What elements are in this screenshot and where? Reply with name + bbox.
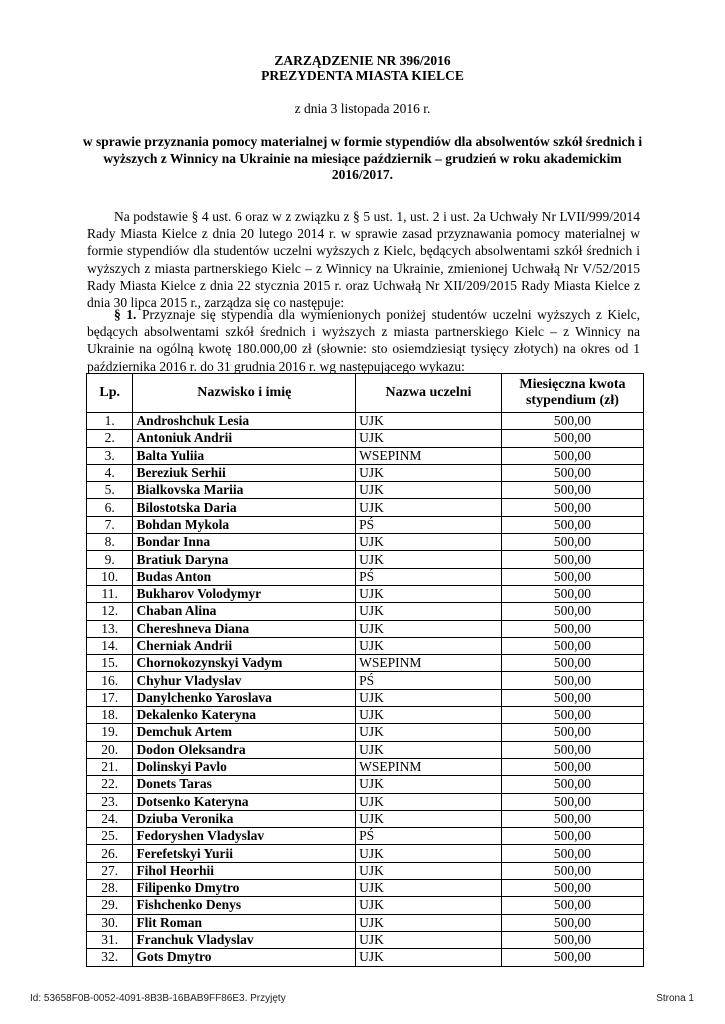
university-name: UJK (356, 603, 502, 620)
stipend-amount: 500,00 (501, 620, 643, 637)
row-number: 16. (87, 672, 133, 689)
stipend-amount: 500,00 (501, 845, 643, 862)
row-number: 26. (87, 845, 133, 862)
table-row (87, 447, 644, 464)
row-number: 23. (87, 793, 133, 810)
row-number: 11. (87, 585, 133, 602)
table-row (87, 758, 644, 775)
row-number: 17. (87, 689, 133, 706)
row-number: 8. (87, 534, 133, 551)
row-number: 13. (87, 620, 133, 637)
footer-document-id: Id: 53658F0B-0052-4091-8B3B-16BAB9FF86E3. Przyjęty (30, 993, 286, 1004)
stipend-amount: 500,00 (501, 897, 643, 914)
student-name: Demchuk Artem (133, 724, 356, 741)
table-row (87, 672, 644, 689)
university-name: UJK (356, 949, 502, 966)
table-row (87, 880, 644, 897)
stipend-amount: 500,00 (501, 931, 643, 948)
student-name: Gots Dmytro (133, 949, 356, 966)
table-row (87, 707, 644, 724)
stipend-amount: 500,00 (501, 482, 643, 499)
stipend-amount: 500,00 (501, 724, 643, 741)
section-1 (87, 306, 640, 375)
university-name: UJK (356, 689, 502, 706)
table-row (87, 810, 644, 827)
student-name: Balta Yuliia (133, 447, 356, 464)
table-row (87, 637, 644, 654)
document-date: z dnia 3 listopada 2016 r. (294, 101, 431, 116)
stipend-amount: 500,00 (501, 551, 643, 568)
stipend-amount: 500,00 (501, 447, 643, 464)
stipend-amount: 500,00 (501, 603, 643, 620)
university-name: UJK (356, 482, 502, 499)
student-name: Cherniak Andrii (133, 637, 356, 654)
student-name: Flit Roman (133, 914, 356, 931)
row-number: 3. (87, 447, 133, 464)
table-row (87, 845, 644, 862)
student-name: Bilostotska Daria (133, 499, 356, 516)
table-row (87, 914, 644, 931)
stipend-amount: 500,00 (501, 862, 643, 879)
student-name: Bratiuk Daryna (133, 551, 356, 568)
row-number: 12. (87, 603, 133, 620)
stipend-amount: 500,00 (501, 758, 643, 775)
header-amount: Miesięczna kwota stypendium (zł) (501, 374, 643, 413)
table-header-row (87, 374, 644, 413)
student-name: Chaban Alina (133, 603, 356, 620)
student-name: Bereziuk Serhii (133, 464, 356, 481)
university-name: WSEPINM (356, 758, 502, 775)
university-name: UJK (356, 499, 502, 516)
row-number: 14. (87, 637, 133, 654)
university-name: UJK (356, 810, 502, 827)
preamble-text: Na podstawie § 4 ust. 6 oraz w z związku z § 5 ust. 1, ust. 2 i ust. 2a Uchwały Nr LVII/999/2014 Rady Miasta Kielce z dnia 20 lutego 2014 r. w sprawie zasad przyznawania pomocy materialnej w formie stypendiów dla studentów uczelni wyższych z Kielc, będących absolwentami szkół średnich i wyższych z miasta partnerskiego Kielc – z Winnicy na Ukrainie, zmienionej Uchwałą Nr V/52/2015 Rady Miasta Kielce z dnia 22 stycznia 2015 r. oraz Uchwałą Nr XII/209/2015 Rady Miasta Kielce z dnia 30 lipca 2015 r., zarządza się co następuje: (87, 209, 640, 311)
table-row (87, 862, 644, 879)
stipend-amount: 500,00 (501, 430, 643, 447)
university-name: UJK (356, 741, 502, 758)
table-row (87, 603, 644, 620)
table-row (87, 534, 644, 551)
row-number: 28. (87, 880, 133, 897)
stipend-amount: 500,00 (501, 828, 643, 845)
stipend-amount: 500,00 (501, 534, 643, 551)
stipend-amount: 500,00 (501, 707, 643, 724)
university-name: PŚ (356, 568, 502, 585)
table-row (87, 897, 644, 914)
row-number: 4. (87, 464, 133, 481)
student-name: Bukharov Volodymyr (133, 585, 356, 602)
university-name: UJK (356, 430, 502, 447)
university-name: UJK (356, 534, 502, 551)
student-name: Donets Taras (133, 776, 356, 793)
university-name: WSEPINM (356, 655, 502, 672)
table-row (87, 585, 644, 602)
footer-page-number: Strona 1 (656, 993, 694, 1004)
university-name: PŚ (356, 516, 502, 533)
table-row (87, 464, 644, 481)
stipend-amount: 500,00 (501, 568, 643, 585)
student-name: Chereshneva Diana (133, 620, 356, 637)
table-row (87, 413, 644, 430)
university-name: UJK (356, 845, 502, 862)
row-number: 30. (87, 914, 133, 931)
university-name: UJK (356, 897, 502, 914)
student-name: Fishchenko Denys (133, 897, 356, 914)
table-row (87, 568, 644, 585)
university-name: UJK (356, 707, 502, 724)
university-name: UJK (356, 413, 502, 430)
row-number: 19. (87, 724, 133, 741)
row-number: 15. (87, 655, 133, 672)
row-number: 7. (87, 516, 133, 533)
table-row (87, 482, 644, 499)
row-number: 21. (87, 758, 133, 775)
table-row (87, 776, 644, 793)
stipend-amount: 500,00 (501, 655, 643, 672)
document-title: ZARZĄDZENIE NR 396/2016 (274, 53, 451, 68)
student-name: Dolinskyi Pavlo (133, 758, 356, 775)
university-name: UJK (356, 793, 502, 810)
table-row (87, 828, 644, 845)
row-number: 10. (87, 568, 133, 585)
table-row (87, 931, 644, 948)
stipend-amount: 500,00 (501, 793, 643, 810)
table-row (87, 516, 644, 533)
student-name: Franchuk Vladyslav (133, 931, 356, 948)
student-name: Chornokozynskyi Vadym (133, 655, 356, 672)
student-name: Chyhur Vladyslav (133, 672, 356, 689)
preamble (87, 208, 640, 311)
row-number: 5. (87, 482, 133, 499)
university-name: PŚ (356, 828, 502, 845)
university-name: UJK (356, 880, 502, 897)
stipend-table (86, 373, 644, 967)
university-name: UJK (356, 931, 502, 948)
row-number: 6. (87, 499, 133, 516)
row-number: 25. (87, 828, 133, 845)
student-name: Dotsenko Kateryna (133, 793, 356, 810)
row-number: 32. (87, 949, 133, 966)
table-row (87, 724, 644, 741)
student-name: Danylchenko Yaroslava (133, 689, 356, 706)
stipend-amount: 500,00 (501, 810, 643, 827)
row-number: 2. (87, 430, 133, 447)
university-name: UJK (356, 724, 502, 741)
stipend-amount: 500,00 (501, 516, 643, 533)
stipend-amount: 500,00 (501, 585, 643, 602)
student-name: Dodon Oleksandra (133, 741, 356, 758)
stipend-amount: 500,00 (501, 949, 643, 966)
student-name: Fedoryshen Vladyslav (133, 828, 356, 845)
table-row (87, 949, 644, 966)
row-number: 1. (87, 413, 133, 430)
student-name: Bohdan Mykola (133, 516, 356, 533)
university-name: PŚ (356, 672, 502, 689)
student-name: Ferefetskyi Yurii (133, 845, 356, 862)
stipend-amount: 500,00 (501, 689, 643, 706)
university-name: UJK (356, 620, 502, 637)
section-1-label: § 1. (114, 307, 137, 322)
stipend-amount: 500,00 (501, 880, 643, 897)
table-row (87, 741, 644, 758)
stipend-amount: 500,00 (501, 914, 643, 931)
stipend-amount: 500,00 (501, 499, 643, 516)
row-number: 20. (87, 741, 133, 758)
document-issuer: PREZYDENTA MIASTA KIELCE (261, 68, 464, 83)
table-row (87, 430, 644, 447)
table-row (87, 620, 644, 637)
university-name: UJK (356, 776, 502, 793)
student-name: Antoniuk Andrii (133, 430, 356, 447)
row-number: 9. (87, 551, 133, 568)
student-name: Dekalenko Kateryna (133, 707, 356, 724)
row-number: 22. (87, 776, 133, 793)
header-lp: Lp. (87, 374, 133, 413)
table-row (87, 499, 644, 516)
row-number: 27. (87, 862, 133, 879)
stipend-amount: 500,00 (501, 672, 643, 689)
student-name: Fihol Heorhii (133, 862, 356, 879)
document-subject: w sprawie przyznania pomocy materialnej w formie stypendiów dla absolwentów szkół średnich i wyższych z Winnicy na Ukrainie na miesiące październik – grudzień w roku akademickim 2016/2017. (82, 134, 643, 182)
university-name: UJK (356, 914, 502, 931)
student-name: Dziuba Veronika (133, 810, 356, 827)
table-row (87, 793, 644, 810)
stipend-amount: 500,00 (501, 637, 643, 654)
stipend-amount: 500,00 (501, 464, 643, 481)
table-row (87, 689, 644, 706)
student-name: Bialkovska Mariia (133, 482, 356, 499)
row-number: 18. (87, 707, 133, 724)
student-name: Filipenko Dmytro (133, 880, 356, 897)
table-row (87, 551, 644, 568)
university-name: UJK (356, 585, 502, 602)
row-number: 29. (87, 897, 133, 914)
student-name: Bondar Inna (133, 534, 356, 551)
student-name: Budas Anton (133, 568, 356, 585)
table-row (87, 655, 644, 672)
stipend-amount: 500,00 (501, 413, 643, 430)
header-university: Nazwa uczelni (356, 374, 502, 413)
section-1-text: Przyznaje się stypendia dla wymienionych poniżej studentów uczelni wyższych z Kielc, będących absolwentami szkół średnich i wyższych z miasta partnerskiego Kielc – z Winnicy na Ukrainie na ogólną kwotę 180.000,00 zł (słownie: sto osiemdziesiąt tysięcy złotych) na okres od 1 października 2016 r. do 31 grudnia 2016 r. wg następującego wykazu: (87, 307, 641, 374)
student-name: Androshchuk Lesia (133, 413, 356, 430)
row-number: 24. (87, 810, 133, 827)
university-name: UJK (356, 637, 502, 654)
row-number: 31. (87, 931, 133, 948)
university-name: UJK (356, 862, 502, 879)
university-name: UJK (356, 551, 502, 568)
university-name: WSEPINM (356, 447, 502, 464)
university-name: UJK (356, 464, 502, 481)
stipend-amount: 500,00 (501, 741, 643, 758)
header-name: Nazwisko i imię (133, 374, 356, 413)
stipend-amount: 500,00 (501, 776, 643, 793)
